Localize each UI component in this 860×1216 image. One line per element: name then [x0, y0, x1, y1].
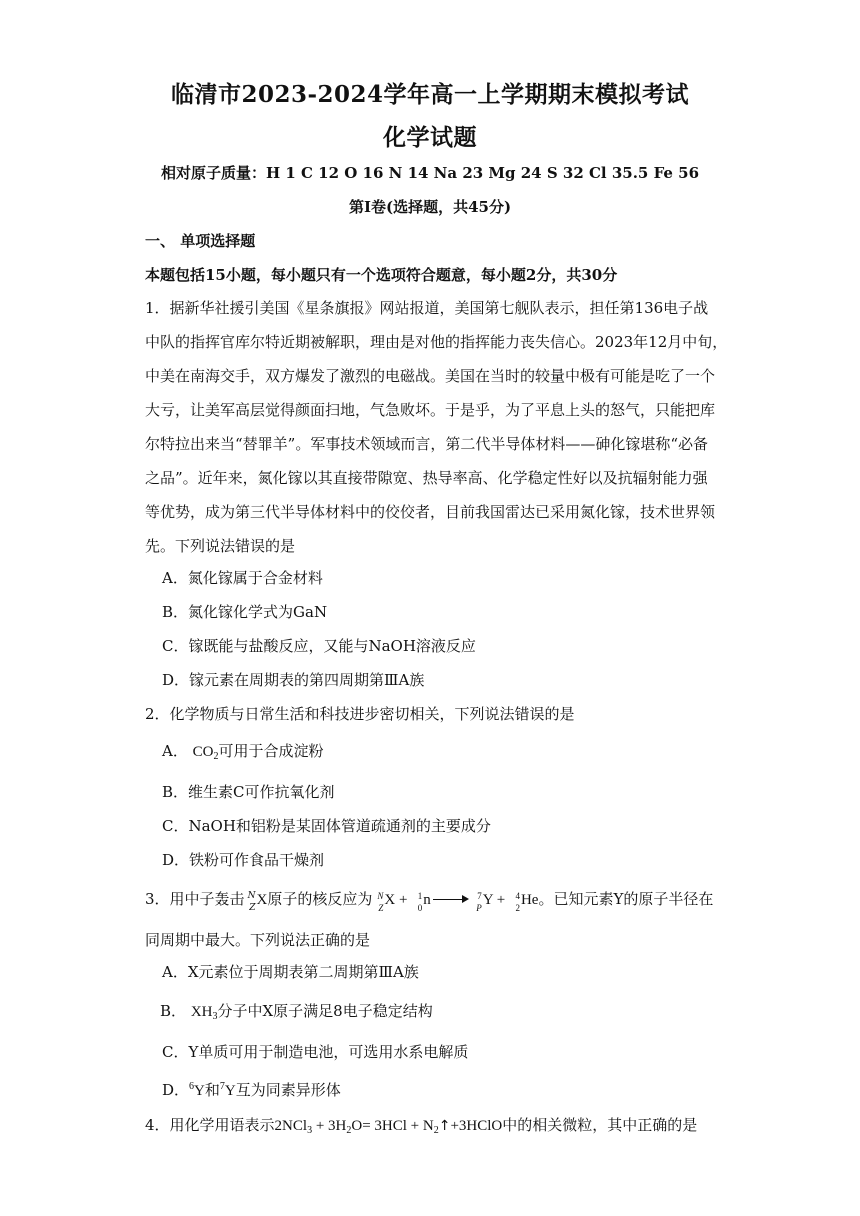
q3-option-d-y1: Y	[194, 1083, 205, 1099]
q4-stem	[145, 1115, 720, 1141]
q3-option-d-prefix: D．	[162, 1081, 190, 1099]
q4-stem-suffix: 中的相关微粒，其中正确的是	[502, 1116, 698, 1134]
q2-option-a-subscript: 2	[213, 751, 219, 762]
q1-option-b: B．氮化镓化学式为GaN	[162, 603, 328, 621]
q1-option-d: D．镓元素在周期表的第四周期第ⅢA族	[162, 671, 425, 689]
q3-option-b-subscript: 3	[212, 1011, 218, 1022]
q1-stem-line-6: 之品”。近年来，氮化镓以其直接带隙宽、热导率高、化学稳定性好以及抗辐射能力强	[145, 469, 708, 487]
q3-option-d	[162, 1077, 737, 1101]
q3-option-b-prefix: B．	[160, 1002, 187, 1020]
q3-option-b-text: 分子中X原子满足8电子稳定结构	[217, 1002, 433, 1020]
q3-option-d-mass-6: 6	[189, 1081, 195, 1092]
q3-nuclide-x-label: N Z	[247, 891, 256, 913]
q1-option-a: A．氮化镓属于合金材料	[162, 569, 323, 587]
q4-equation: $2NCl_3 + 3H_2O= 3HCl$ + $N_2↑+3HClO$	[274, 1118, 503, 1136]
q3-stem: 3．用中子轰击 N Z X原子的核反应为 N Z X + 1 0 n 7 P Y + 4 2 He。已知元素Y的原子半径在	[145, 890, 714, 913]
q1-stem-line-5: 尔特拉出来当“替罪羊”。军事技术领域而言，第二代半导体材料——砷化镓堪称“必备	[145, 435, 709, 453]
section-instruction: 本题包括15小题，每小题只有一个选项符合题意，每小题2分，共30分	[145, 266, 618, 284]
q3-stem-suffix: 。已知元素Y的原子半径在	[538, 890, 714, 908]
q2-option-b: B．维生素C可作抗氧化剂	[162, 783, 335, 801]
q3-option-a: A．X元素位于周期表第二周期第ⅢA族	[162, 963, 419, 981]
q1-option-c: C．镓既能与盐酸反应，又能与NaOH溶液反应	[162, 637, 476, 655]
atomic-masses: 相对原子质量：H 1 C 12 O 16 N 14 Na 23 Mg 24 S 32 Cl 35.5 Fe 56	[160, 164, 700, 182]
q2-stem: 2．化学物质与日常生活和科技进步密切相关，下列说法错误的是	[145, 705, 575, 723]
q1-stem-line-2: 中队的指挥官库尔特近期被解职，理由是对他的指挥能力丧失信心。2023年12月中旬，	[145, 333, 728, 351]
q2-option-a	[162, 741, 737, 767]
q3-stem-prefix: 3．用中子轰击	[145, 890, 245, 908]
q3-option-c: C．Y单质可用于制造电池，可选用水系电解质	[162, 1043, 469, 1061]
q2-option-a-text: 可用于合成淀粉	[218, 742, 324, 760]
volume-heading: 第I卷(选择题，共45分)	[348, 198, 512, 216]
q3-option-d-and: 和	[204, 1081, 220, 1099]
q1-stem-line-4: 大亏，让美军高层觉得颜面扫地，气急败坏。于是乎，为了平息上头的怒气，只能把库	[145, 401, 716, 419]
q3-option-d-y2: Y	[224, 1083, 236, 1099]
gas-up-arrow-icon: ↑	[438, 1118, 451, 1134]
q3-option-b-formula: XH	[190, 1004, 213, 1020]
q3-nuclear-equation: N Z X + 1 0 n 7 P Y + 4 2 He	[377, 891, 539, 913]
q2-option-d: D．铁粉可作食品干燥剂	[162, 851, 325, 869]
q3-option-d-text: 互为同素异形体	[235, 1081, 341, 1099]
section-heading: 一、 单项选择题	[145, 232, 256, 250]
q1-stem-line-8: 先。下列说法错误的是	[145, 537, 296, 555]
q3-option-d-mass-7: 7	[219, 1081, 225, 1092]
q3-stem-mid: 原子的核反应为	[267, 890, 373, 908]
q3-stem-line-2: 同周期中最大。下列说法正确的是	[145, 931, 371, 949]
reaction-arrow-icon	[431, 889, 471, 909]
q1-stem-line-3: 中美在南海交手，双方爆发了激烈的电磁战。美国在当时的较量中极有可能是吃了一个	[145, 367, 716, 385]
q2-option-a-prefix: A．	[162, 742, 188, 760]
q1-stem-line-7: 等优势，成为第三代半导体材料中的佼佼者，目前我国雷达已采用氮化镓，技术世界领	[145, 503, 716, 521]
q1-stem-line-1: 1．据新华社援引美国《星条旗报》网站报道，美国第七舰队表示，担任第136电子战	[145, 299, 709, 317]
exam-title: 临清市2023-2024学年高一上学期期末模拟考试	[170, 81, 690, 108]
q4-stem-prefix: 4．用化学用语表示	[145, 1116, 275, 1134]
exam-subtitle: 化学试题	[383, 124, 477, 151]
q3-option-b	[160, 1001, 735, 1027]
q2-option-c: C．NaOH和铝粉是某固体管道疏通剂的主要成分	[162, 817, 491, 835]
q2-option-a-formula: CO	[192, 744, 214, 760]
